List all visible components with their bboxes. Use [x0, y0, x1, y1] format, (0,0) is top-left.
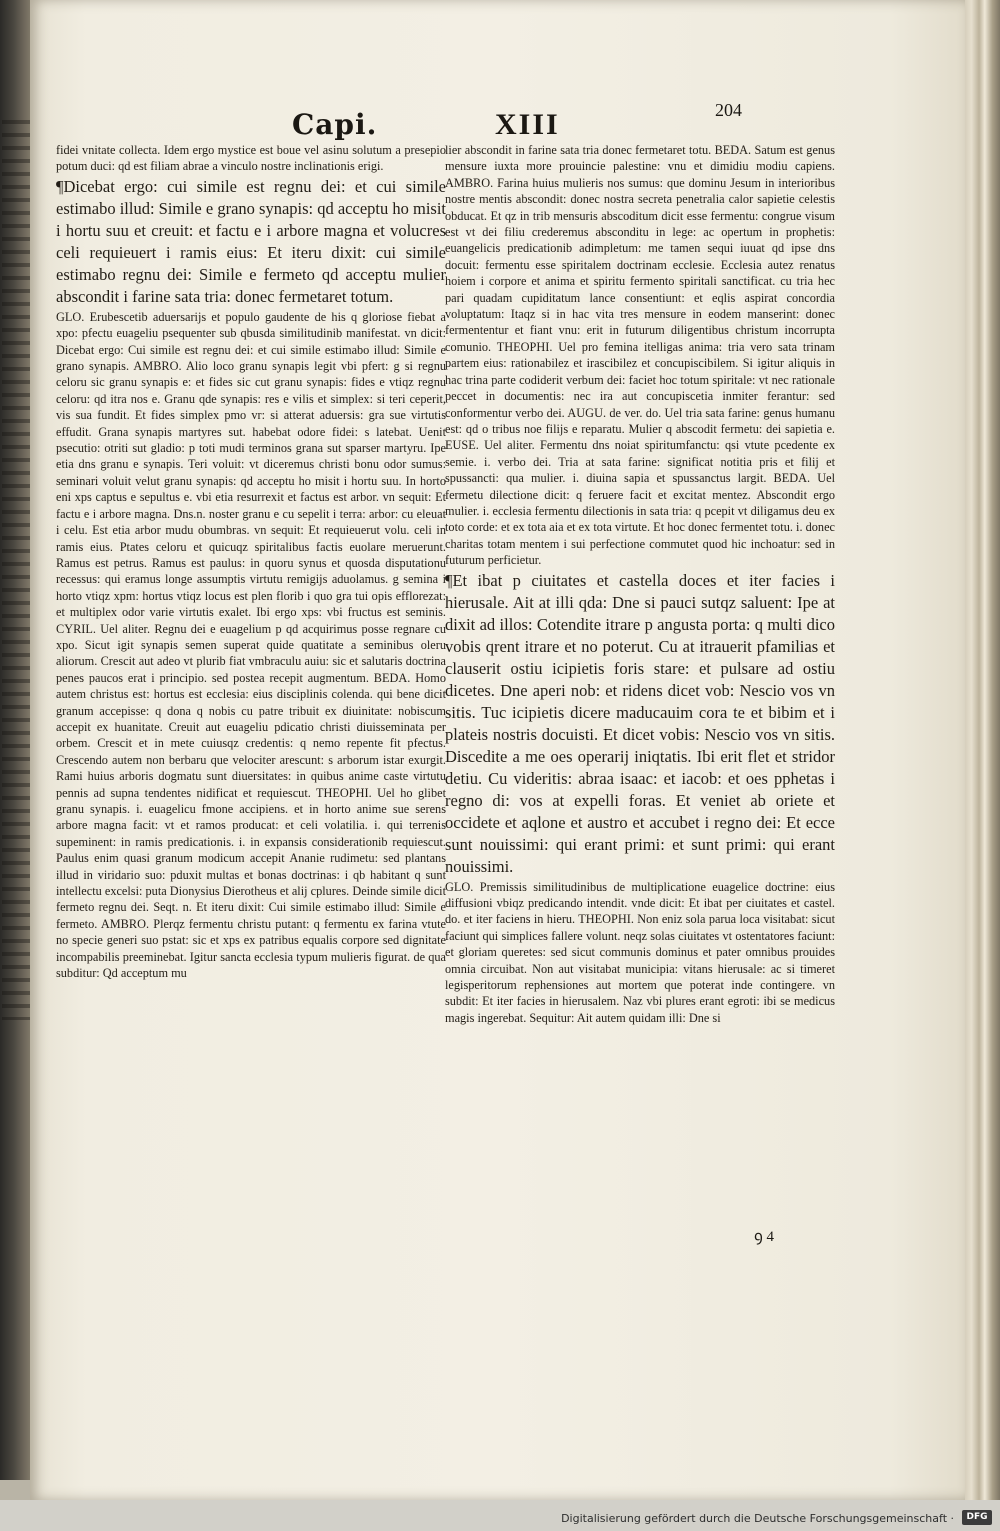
folio-number: 204	[715, 100, 742, 120]
right-paragraph-2: ¶Et ibat p ciuitates et castella doces et iter facies i hierusale. Ait at illi qda: Dne si pauci sutqz saluent: Ipe at dixit ad illos: Cotendite itrare p angusta porta: q multi dico vobis qrent itrare et no poterut. Cu at itrauerit pfamilias et clauserit ostiu icipietis foris stare: et pulsare ad ostiu dicetes. Dne aperi nob: et ridens dicet vob: Nescio vos vn sitis. Tuc icipietis dicere maducauim cora te et bibim et i plateis nostris docuisti. Et dicet vobis: Nescio vos vn sitis. Discedite a me oes operarij iniqtatis. Ibi erit flet et stridor detiu. Cu videritis: abraa isaac: et iacob: et oes pphetas i regno di: vos at expelli foras. Et veniet ab oriete et occidete et aqlone et austro et accubet i regno dei: Et ecce sunt nouissimi: qui erant primi: et sunt primi: qui erant nouissimi.	[445, 570, 835, 876]
footer-bar	[0, 1506, 1000, 1531]
left-page-edge	[0, 0, 34, 1480]
signature-mark: ꝯ 4	[754, 1229, 775, 1245]
left-column	[56, 142, 446, 1242]
right-paragraph-3: GLO. Premissis similitudinibus de multiplicatione euagelice doctrine: eius diffusioni vbiqz predicando intendit. vnde dicit: Et ibat per ciuitates et castel. do. et iter faciens in hieru. THEOPHI. Non eniz sola parua loca visitabat: sicut faciunt qui simplices fallere volunt. neqz solas ciuitates vt ostentatores faciunt: et gloriam queretes: sed sicut communis dominus et pater omnibus prouides omnia circuibat. Non aut visitabat municipia: vitans hierusale: ac si timeret legisperitorum rephensiones aut mortem que poterat inde contingere. vn subdit: Et iter facies in hierusalem. Naz vbi plures erant egroti: ibi se medicus magis ingerebat. Sequitur: Ait autem quidam illi: Dne si	[445, 879, 835, 1025]
running-head: Capi.	[292, 108, 378, 141]
right-column	[445, 142, 835, 1242]
right-paragraph-1: lier abscondit in farine sata tria donec fermetaret totu. BEDA. Satum est genus mensure iuxta more prouincie palestine: vnu et dimidiu modiu capiens. AMBRO. Farina huius mulieris nos sumus: que dominu Jesum in interioribus nostre mentis abscondit: donec nostra secreta penetralia calor sapietie celestis obducat. Et qz in trib mensuris abscoditum dicit esse fermentu: congrue visum est vt dei filiu crederemus absconditu in lege: ac opertum in prophetis: euangelicis predicationib adimpletum: me tamen sequi iuuat qd ipse dns docuit: fermentu esse spiritalem doctrinam ecclesie. Ecclesia autez renatus hoiem i corpore et anima et spiritu fermento spiritali sanctificat. cu tria hec pari quadam cupiditatum lance consentiunt: et eqlis aspirat concordia voluptatum: Itaqz si in hac vita tres mensure in eodem manserint: donec fermententur et fiant vnu: erit in futurum diligentibus christum incorrupta comunio. THEOPHI. Uel pro femina itelligas anima: tria vero sata trinam partem eius: rationabilez et irascibilez et concupiscibilem. Si igitur aliquis in hac trina parte codiderit verbum dei: faciet hoc totum spiritale: vt nec rationale peccet in documentis: nec ira aut concupiscetia inmiter ferantur: sed conformentur verbo dei. AUGU. de ver. do. Uel tria sata farine: genus humanu est: qd o tribus noe filijs e reparatu. Mulier q abscodit fermetu: dei sapietia e. EUSE. Uel aliter. Fermentu dns noiat spiritumfanctu: qsi vtute pcedente ex semie. i. verbo dei. Tria at sata farine: significat notitia pris et filij et spussancti: qua mulier. i. diuina sapia et spussanctus largit. BEDA. Uel fermetu dilectione dicit: q feruere facit et excitat mentez. Abscondit ergo mulier. i. ecclesia fermentu dilectionis in sata tria: q pcepit vt diligamus deu ex toto corde: et ex tota aia et ex tota virtute. Et hoc donec fermentet totu. i. donec charitas totam mentem i sui perfectione commutet quod hic inchoatur: sed in futurum perficietur.	[445, 143, 835, 568]
dfg-logo: DFG	[962, 1510, 992, 1525]
right-page-stack	[962, 0, 1000, 1500]
adjacent-page-text	[2, 120, 30, 1020]
chapter-numeral: XIII	[495, 108, 560, 141]
left-paragraph-1: fidei vnitate collecta. Idem ergo mystice est boue vel asinu solutum a presepio potum duci: qd est filiam abrae a vinculo nostre inclinationis erigi.	[56, 143, 446, 174]
left-paragraph-2: ¶Dicebat ergo: cui simile est regnu dei: et cui simile estimabo illud: Simile e grano synapis: qd acceptu ho misit i hortu suu et creuit: et factu e i arbore magna et volucres celi requieuert i ramis eius: Et iteru dixit: cui simile estimabo regnu dei: Simile e fermeto qd acceptu mulier abscondit i farine sata tria: donec fermetaret totum.	[56, 176, 446, 306]
page-header	[30, 96, 965, 146]
left-paragraph-3: GLO. Erubescetib aduersarijs et populo gaudente de his q gloriose fiebat a xpo: pfectu euageliu psequenter sub qbusda similitudinib manifestat. vn dicit: Dicebat ergo: Cui simile est regnu dei: et cui simile estimabo illud: Simile e grano synapis. AMBRO. Alio loco granu synapis legit vbi pfert: g si regnu celoru sic granu synapis e: et fides sic cut granu synapis: fides e vtiqz regnu celoru: qd itra nos e. Granu qde synapis: res e vilis et simplex: si teri ceperit, vis sua fundit. Et fides simplex pmo vr: si atterat aduersis: gra sue virtutis effudit. Grana synapis martyres sut. habebat odore fidei: s latebat. Uenit psecutio: otriti sut gladio: p toti mudi terminos grana sut sparser martyru. Ipe etia dns granu e synapis. Teri voluit: vt diceremus christi bonu odor sumus: seminari voluit velut granu synapis: qd acceptu ho misit i hortu suu. In horto eni xps captus e sepultus e. vbi etia resurrexit et factus est arbor. vn sequit: Et factu e i arbore magna. Dns.n. noster granu e cu sepelit i terra: arbor: cu eleuat i celu. Est etia arbor mudu obumbras. vn sequit: Et requieuerut volu. celi in ramis eius. Ptates celoru et quicuqz spiritalibus factis euolare meruerunt. Ramus est petrus. Ramus est paulus: in quoru synus et quosda disputationu recessus: qui eramus longe assumptis virtutu remigijs aduolamus. g semina i horto vtiqz xpm: hortus vtiqz locus est plen florib i quo gra tui opis efflorezat: et multiplex odor varie virtutis exalet. Ibi ergo xps: vbi fructus est seminis. CYRIL. Uel aliter. Regnu dei e euagelium p qd acquirimus posse regnare cu xpo. Sicut igit synapis semen superat quide quatitate a seminibus oleru aliorum. Crescit aut adeo vt plurib fiat vmbraculu auiu: sic et salutaris doctrina penes paucos erat i principio. sed postea recepit augmentum. BEDA. Homo autem christus est: hortus est ecclesia: eius disciplinis colenda. qui bene dicit granum accepisse: q dona q nobis cu patre tribuit ex diuinitate: nobiscum accepit ex huanitate. Creuit aut euageliu pdicatio christi diuisseminata per orbem. Crescit et in mete cuiusqz credentis: q nemo repente fit pfectus. Crescendo autem non berbaru que velociter arescunt: s arborum istar exurgit. Rami huius arboris dogmatu sunt diuersitates: in quibus anime caste virtutu pennis ad supna tendentes nidificat et requiescut. THEOPHI. Uel ho glibet granu synapis. i. euagelicu fmone accipiens. et in horto anime sue serens arbore magna facit: vt et ramos producat: et celi volatilia. i. qui terrenis supeminent: in ramis predicationis. i. in expansis considerationib requiescut. Paulus enim quasi granum modicum accepit Ananie rudimetu: sed plantans illud in viridario suo: pduxit multas et bonas doctrinas: i qb habitant q sunt intellectu excelsi: puta Dionysius Dierotheus et alij cplures. Deinde simile dicit fermeto regnu dei. Seqt. n. Et iteru dixit: Cui simile estimabo illud: Simile e fermeto. AMBRO. Plerqz fermentu christu putant: q fermentu ex farina vtute no specie generi suo pstat: sic et xps ex patribus equalis corpore sed dignitate incompabilis preeminebat. Igitur sancta ecclesia typum mulieris figurat. de qua subditur: Qd acceptum mu	[56, 309, 446, 981]
funding-notice: Digitalisierung gefördert durch die Deutsche Forschungsgemeinschaft ·	[561, 1512, 954, 1525]
book-page	[30, 0, 965, 1500]
